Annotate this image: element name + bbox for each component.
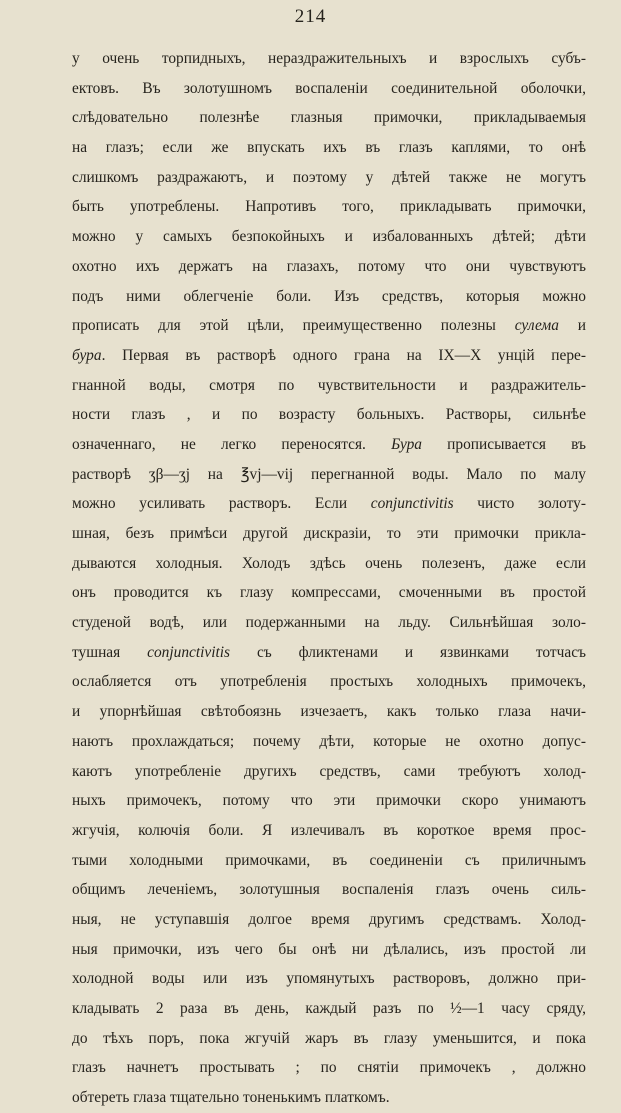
text-line: каютъ употребленіе другихъ средствъ, сами требуютъ холод-	[72, 762, 586, 780]
text-line: кладывать 2 раза въ день, каждый разъ по ½—1 часу сряду,	[72, 1000, 586, 1017]
text-line: прописать для этой цѣли, преимущественно полезны сулема и	[72, 317, 586, 335]
text-line: тушная conjunctivitis съ фликтенами и язвинками тотчасъ	[72, 643, 586, 661]
text-line: наютъ прохлаждаться; почему дѣти, которые не охотно допус-	[72, 732, 586, 750]
text-line: можно усиливать растворъ. Если conjunctivitis чисто золоту-	[72, 495, 586, 513]
text-line: дываются холодныя. Холодъ здѣсь очень полезенъ, даже если	[72, 554, 586, 572]
text-line: бура. Первая въ растворѣ одного грана на IX—X унцій пере-	[72, 346, 586, 364]
text-line: общимъ леченіемъ, золотушныя воспаленія глазъ очень силь-	[72, 881, 586, 899]
text-line: слишкомъ раздражаютъ, и поэтому у дѣтей также не могутъ	[72, 168, 586, 186]
text-line: охотно ихъ держатъ на глазахъ, потому что они чувствуютъ	[72, 257, 586, 275]
text-line: слѣдовательно полезнѣе глазныя примочки, прикладываемыя	[72, 109, 586, 127]
text-line: ослабляется отъ употребленія простыхъ холодныхъ примочекъ,	[72, 673, 586, 691]
text-line: холодной воды или изъ упомянутыхъ растворовъ, должно при-	[72, 970, 586, 988]
text-line: у очень торпидныхъ, нераздражительныхъ и взрослыхъ субъ-	[72, 50, 586, 67]
text-line: на глазъ; если же впускать ихъ въ глазъ каплями, то онѣ	[72, 139, 586, 157]
text-line: глазъ начнетъ простывать ; по снятіи примочекъ , должно	[72, 1059, 586, 1077]
text-line: онъ проводится къ глазу компрессами, смоченными въ простой	[72, 584, 586, 602]
text-line: тыми холодными примочками, въ соединеніи съ приличнымъ	[72, 851, 586, 869]
body-text	[72, 44, 586, 1113]
text-line: гнанной воды, смотря по чувствительности и раздражитель-	[72, 376, 586, 394]
text-line: можно у самыхъ безпокойныхъ и избалованныхъ дѣтей; дѣти	[72, 228, 586, 246]
text-line: шная, безъ примѣси другой дискразіи, то эти примочки прикла-	[72, 525, 586, 542]
text-line: ныя, не уступавшія долгое время другимъ средствамъ. Холод-	[72, 910, 586, 928]
text-line: жгучія, колючія боли. Я излечивалъ въ короткое время прос-	[72, 821, 586, 839]
text-line: означеннаго, не легко переносятся. Бура прописывается въ	[72, 435, 586, 453]
text-line: до тѣхъ поръ, пока жгучій жаръ въ глазу уменьшится, и пока	[72, 1029, 586, 1047]
text-line: обтереть глаза тщательно тоненькимъ платкомъ.	[72, 1089, 390, 1107]
page-number: 214	[294, 6, 327, 27]
text-line: ектовъ. Въ золотушномъ воспаленіи соединительной оболочки,	[72, 79, 586, 97]
text-line: растворѣ ʒβ—ʒj на ℥vj—vij перегнанной воды. Мало по малу	[72, 465, 586, 483]
text-line: студеной водѣ, или подержанными на льду. Сильнѣйшая золо-	[72, 614, 586, 632]
text-line: подъ ними облегченіе боли. Изъ средствъ, которыя можно	[72, 287, 586, 305]
text-line: и упорнѣйшая свѣтобоязнь изчезаетъ, какъ только глаза начи-	[72, 703, 586, 721]
text-line: ныхъ примочекъ, потому что эти примочки скоро унимаютъ	[72, 792, 586, 810]
text-line: ныя примочки, изъ чего бы онѣ ни дѣлались, изъ простой ли	[72, 940, 586, 958]
text-line: ности глазъ , и по возрасту больныхъ. Растворы, сильнѣе	[72, 406, 586, 424]
text-line: быть употреблены. Напротивъ того, прикладывать примочки,	[72, 198, 586, 216]
